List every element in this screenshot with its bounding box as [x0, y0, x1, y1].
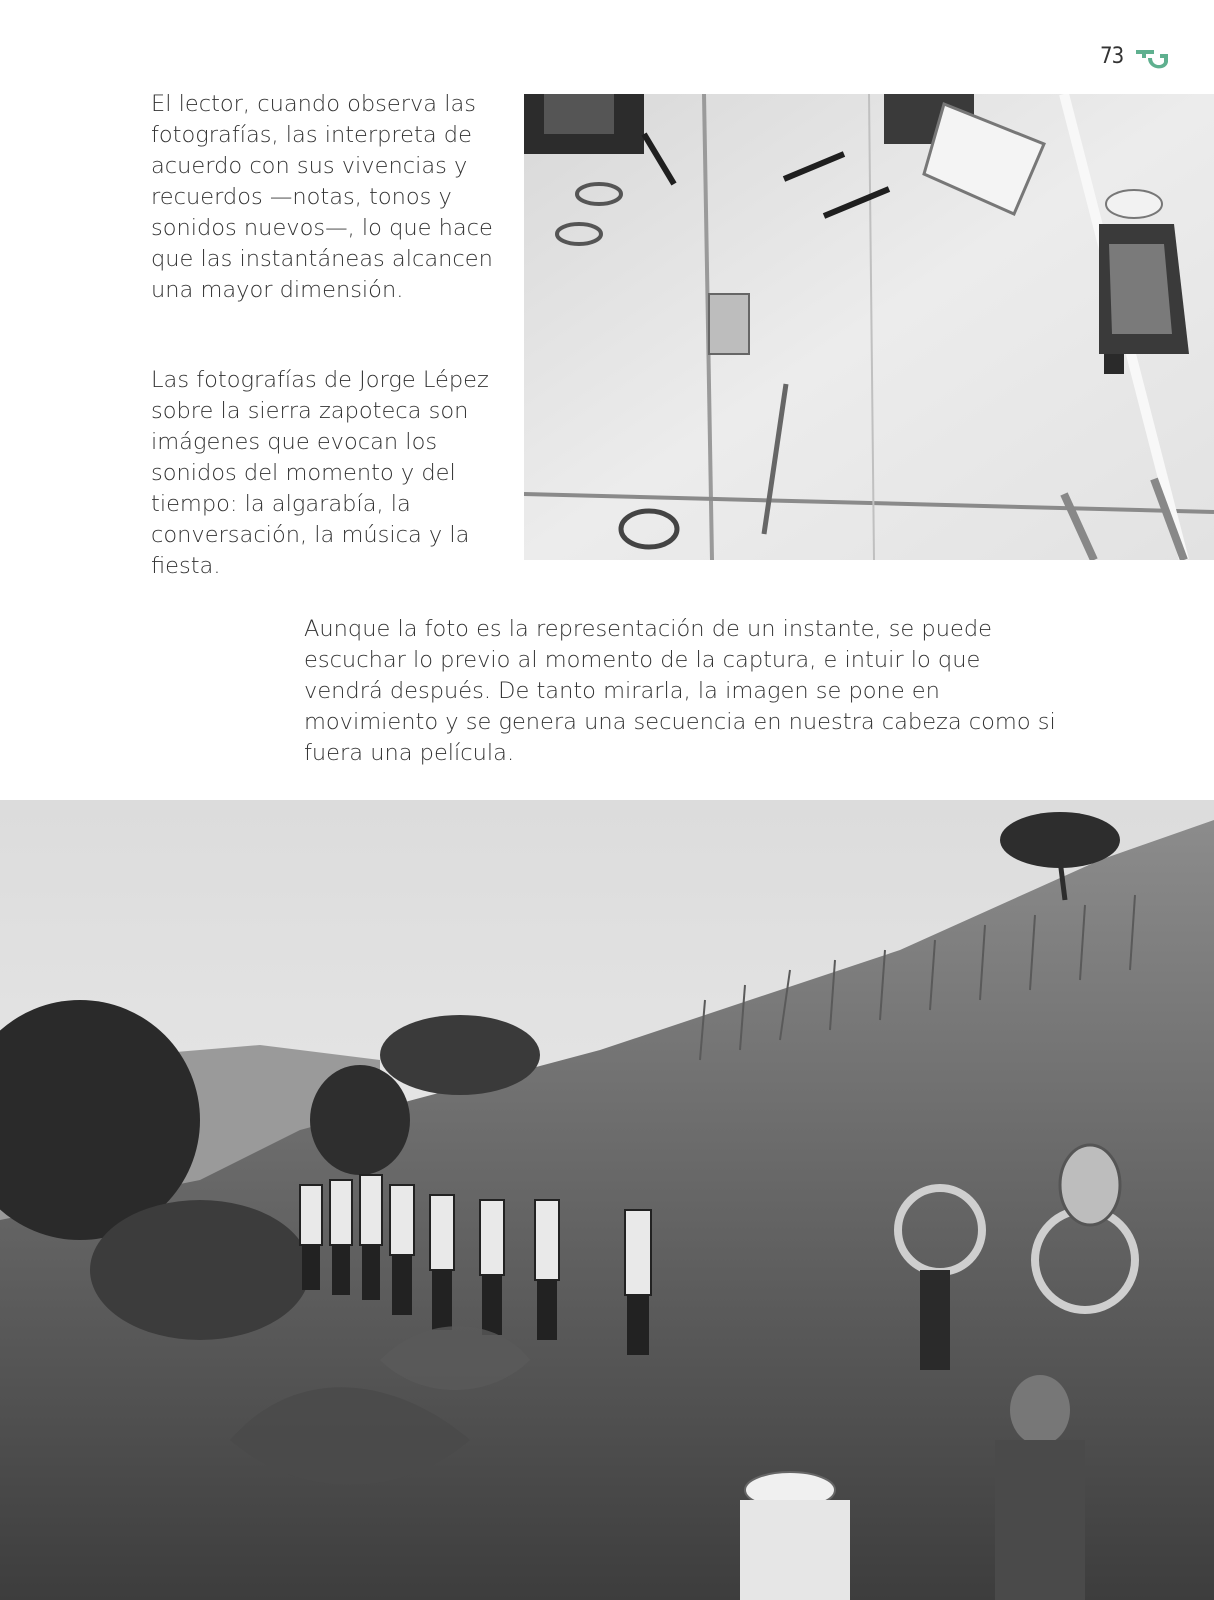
- body-paragraph-3: Aunque la foto es la representación de un instante, se puede escuchar lo previo al momento de la captura, e intuir lo que vendrá después. De tanto mirarla, la imagen se pone en movimiento y se genera una secuencia en nuestra cabeza como si fuera una película.: [304, 616, 1056, 766]
- photo-band-on-hillside: [0, 800, 1214, 1600]
- folio-ornament-icon: [1134, 44, 1174, 76]
- photo-instruments-on-floor: [524, 94, 1214, 560]
- body-paragraph-1: El lector, cuando observa las fotografías, las interpreta de acuerdo con sus vivencias y recuerdos —notas, tonos y sonidos nuevos—, lo que hace que las instantáneas alcancen una mayor dimensión.: [151, 91, 493, 303]
- body-paragraph-2: Las fotografías de Jorge Lépez sobre la sierra zapoteca son imágenes que evocan los sonidos del momento y del tiempo: la algarabía, la conversación, la música y la fiesta.: [151, 367, 489, 579]
- page-number: 73: [1100, 44, 1124, 69]
